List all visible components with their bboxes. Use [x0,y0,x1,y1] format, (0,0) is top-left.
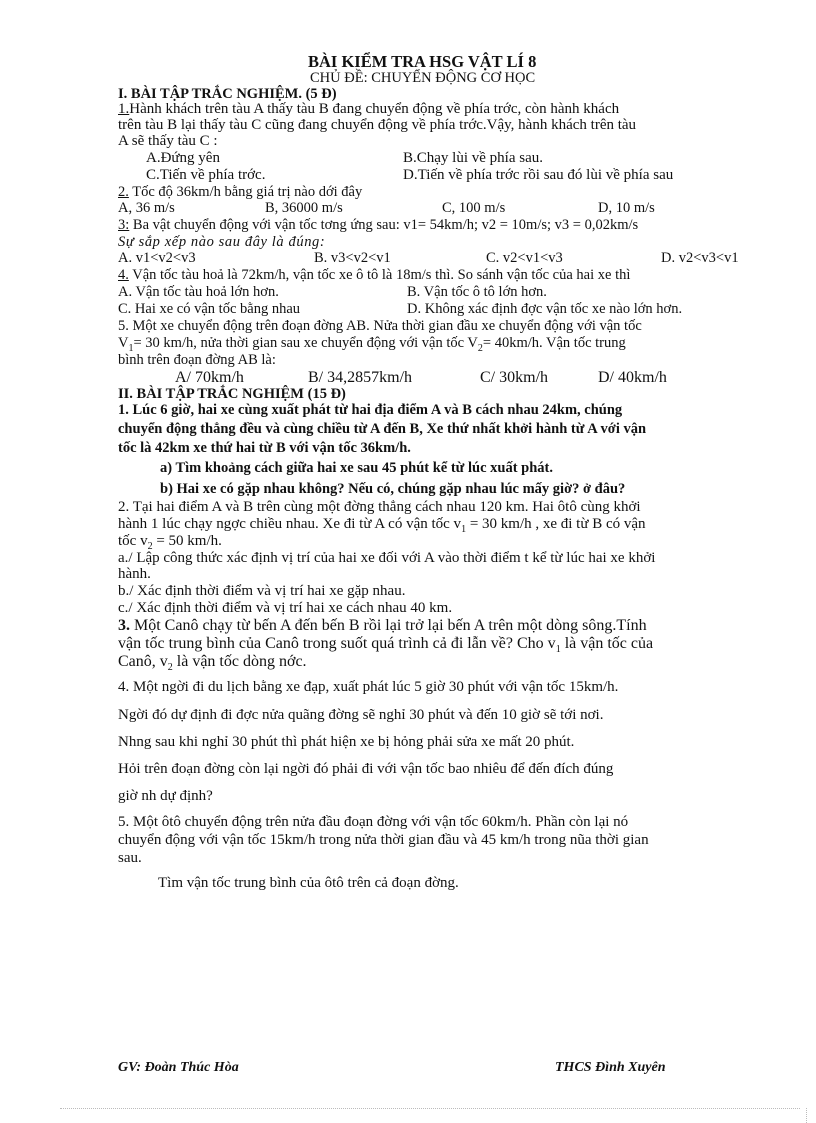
q1-option-a: A.Đứng yên [146,150,220,166]
q1-line1 [118,101,619,117]
p3-v2-subscript: 2 [167,662,173,674]
q2-line [118,184,362,200]
q5-v1-subscript: 1 [128,342,134,354]
p4-line3: Nhng sau khi nghỉ 30 phút thì phát hiện xe bị hỏng phải sửa xe mất 20 phút. [118,734,575,750]
p2-line1: 2. Tại hai điểm A và B trên cùng một đờng thẳng cách nhau 120 km. Hai ôtô cùng khởi [118,499,641,515]
p2-part-a-line1: a./ Lập công thức xác định vị trí của hai xe đối với A vào thời điểm t kể từ lúc hai xe khởi [118,550,656,566]
q5-v-symbol: V [118,335,129,351]
q4-option-d: D. Không xác định đợc vận tốc xe nào lớn hơn. [407,301,683,317]
q3-option-b: B. v3<v2<v1 [314,250,391,266]
exam-title: BÀI KIỂM TRA HSG VẬT LÍ 8 [308,52,537,71]
q1-option-c: C.Tiến về phía trớc. [146,167,266,183]
p5-line4: Tìm vận tốc trung bình của ôtô trên cả đoạn đờng. [158,875,459,891]
p1-part-b: b) Hai xe có gặp nhau không? Nếu có, chúng gặp nhau lúc mấy giờ? ở đâu? [160,481,626,497]
q3-line [118,217,638,233]
q3-option-c: C. v2<v1<v3 [486,250,563,266]
q5-line1: 5. Một xe chuyển động trên đoạn đờng AB. Nửa thời gian đầu xe chuyển động với vận tốc [118,318,642,334]
p5-line3: sau. [118,850,142,866]
footer-school: THCS Đình Xuyên [555,1060,666,1075]
q2-option-c: C, 100 m/s [442,200,506,216]
p3-line2-end: là vận tốc của [560,635,654,652]
page-border-dotted [60,1108,800,1109]
p3-line1 [118,618,647,634]
p3-v1-subscript: 1 [555,644,561,656]
p2-line2-end: = 30 km/h , xe đi từ B có vận [466,516,646,532]
p1-part-a: a) Tìm khoảng cách giữa hai xe sau 45 phút kể từ lúc xuất phát. [160,460,553,476]
q4-line [118,267,630,283]
q5-line2 [118,335,626,354]
p3-line2 [118,635,654,656]
footer-teacher: GV: Đoàn Thúc Hòa [118,1060,239,1075]
q4-number: 4. [118,267,129,283]
q4-option-b: B. Vận tốc ô tô lớn hơn. [407,284,547,300]
p3-line3-end: là vận tốc dòng nớc. [172,653,307,670]
q4-text: Vận tốc tàu hoả là 72km/h, vận tốc xe ô tô là 18m/s thì. So sánh vận tốc của hai xe thì [132,267,631,283]
p3-line3-text: Canô, v [118,653,168,670]
q1-text-1: Hành khách trên tàu A thấy tàu B đang chuyển động về phía trớc, còn hành khách [129,101,620,117]
p2-part-b: b./ Xác định thời điểm và vị trí hai xe gặp nhau. [118,583,406,599]
p4-line1: 4. Một ngời đi du lịch bằng xe đạp, xuất phát lúc 5 giờ 30 phút với vận tốc 15km/h. [118,679,619,695]
p5-line2: chuyển động với vận tốc 15km/h trong nửa thời gian đầu và 45 km/h trong nũa thời gian [118,832,649,848]
q5-option-c: C/ 30km/h [480,369,549,386]
q3-option-a: A. v1<v2<v3 [118,250,196,266]
p2-line3 [118,533,222,552]
q5-option-b: B/ 34,2857km/h [308,369,413,386]
q1-line2: trên tàu B lại thấy tàu C cũng đang chuyển động về phía trớc.Vậy, hành khách trên tàu [118,117,637,133]
q3-text: Ba vật chuyển động với vận tốc tơng ứng sau: v1= 54km/h; v2 = 10m/s; v3 = 0,02km/s [132,217,639,233]
q2-option-d: D, 10 m/s [598,200,655,216]
q5-line3: bình trên đoạn đờng AB là: [118,352,276,368]
section1-heading: I. BÀI TẬP TRẮC NGHIỆM. (5 Đ) [118,86,337,102]
q2-number: 2. [118,184,129,200]
p1-line3: tốc là 42km xe thứ hai từ B với vận tốc 36km/h. [118,440,411,456]
q2-text: Tốc độ 36km/h bằng giá trị nào dới đây [132,184,363,200]
q1-option-d: D.Tiến về phía trớc rồi sau đó lùi về phía sau [403,167,674,183]
p1-line1: 1. Lúc 6 giờ, hai xe cùng xuất phát từ hai địa điểm A và B cách nhau 24km, chúng [118,402,623,418]
p5-line1: 5. Một ôtô chuyển động trên nửa đầu đoạn đờng với vận tốc 60km/h. Phần còn lại nó [118,814,629,830]
p3-line3 [118,653,307,674]
q3-option-d: D. v2<v3<v1 [661,250,739,266]
section2-heading: II. BÀI TẬP TRẮC NGHIỆM (15 Đ) [118,386,346,402]
q4-option-a: A. Vận tốc tàu hoả lớn hơn. [118,284,279,300]
q1-number: 1. [118,101,130,117]
p2-line2 [118,516,646,535]
q5-line2-text: = 30 km/h, nửa thời gian sau xe chuyển động với vận tốc V [133,335,478,351]
q3-prompt: Sự sắp xếp nào sau đây là đúng: [118,234,326,250]
exam-subtitle: CHỦ ĐỀ: CHUYỂN ĐỘNG CƠ HỌC [310,70,536,86]
p2-v1-subscript: 1 [461,524,467,535]
page-corner-dotted [806,1108,807,1123]
p1-line2: chuyển động thẳng đều và cùng chiều từ A đến B, Xe thứ nhất khởi hành từ A với vận [118,421,647,437]
q3-number: 3: [118,217,130,233]
p2-v2-subscript: 2 [147,541,153,552]
q5-option-a: A/ 70km/h [175,369,244,386]
p2-part-c: c./ Xác định thời điểm và vị trí hai xe cách nhau 40 km. [118,600,453,616]
p3-line2-text: vận tốc trung bình của Canô trong suốt quá trình cả đi lẫn về? Cho v [118,635,556,652]
p3-number: 3. [118,617,130,634]
p2-line3-end: = 50 km/h. [152,533,222,549]
q1-line3: A sẽ thấy tàu C : [118,133,218,149]
q5-option-d: D/ 40km/h [598,369,667,386]
q2-option-b: B, 36000 m/s [265,200,343,216]
p4-line4: Hỏi trên đoạn đờng còn lại ngời đó phải đi với vận tốc bao nhiêu để đến đích đúng [118,761,614,777]
p2-part-a-line2: hành. [118,566,151,582]
p4-line2: Ngời đó dự định đi đợc nửa quãng đờng sẽ nghỉ 30 phút và đến 10 giờ sẽ tới nơi. [118,707,604,723]
p2-line3-text: tốc v [118,533,148,549]
p2-line2-text: hành 1 lúc chạy ngợc chiều nhau. Xe đi từ A có vận tốc v [118,516,462,532]
p3-line1-text: Một Canô chạy từ bến A đến bến B rồi lại trở lại bến A trên một dòng sông.Tính [130,617,647,634]
q2-option-a: A, 36 m/s [118,200,175,216]
q4-option-c: C. Hai xe có vận tốc bằng nhau [118,301,301,317]
q5-line2-end: = 40km/h. Vận tốc trung [482,335,626,351]
p4-line5: giờ nh dự định? [118,788,213,804]
q1-option-b: B.Chạy lùi về phía sau. [403,150,543,166]
q5-v2-subscript: 2 [477,342,483,354]
